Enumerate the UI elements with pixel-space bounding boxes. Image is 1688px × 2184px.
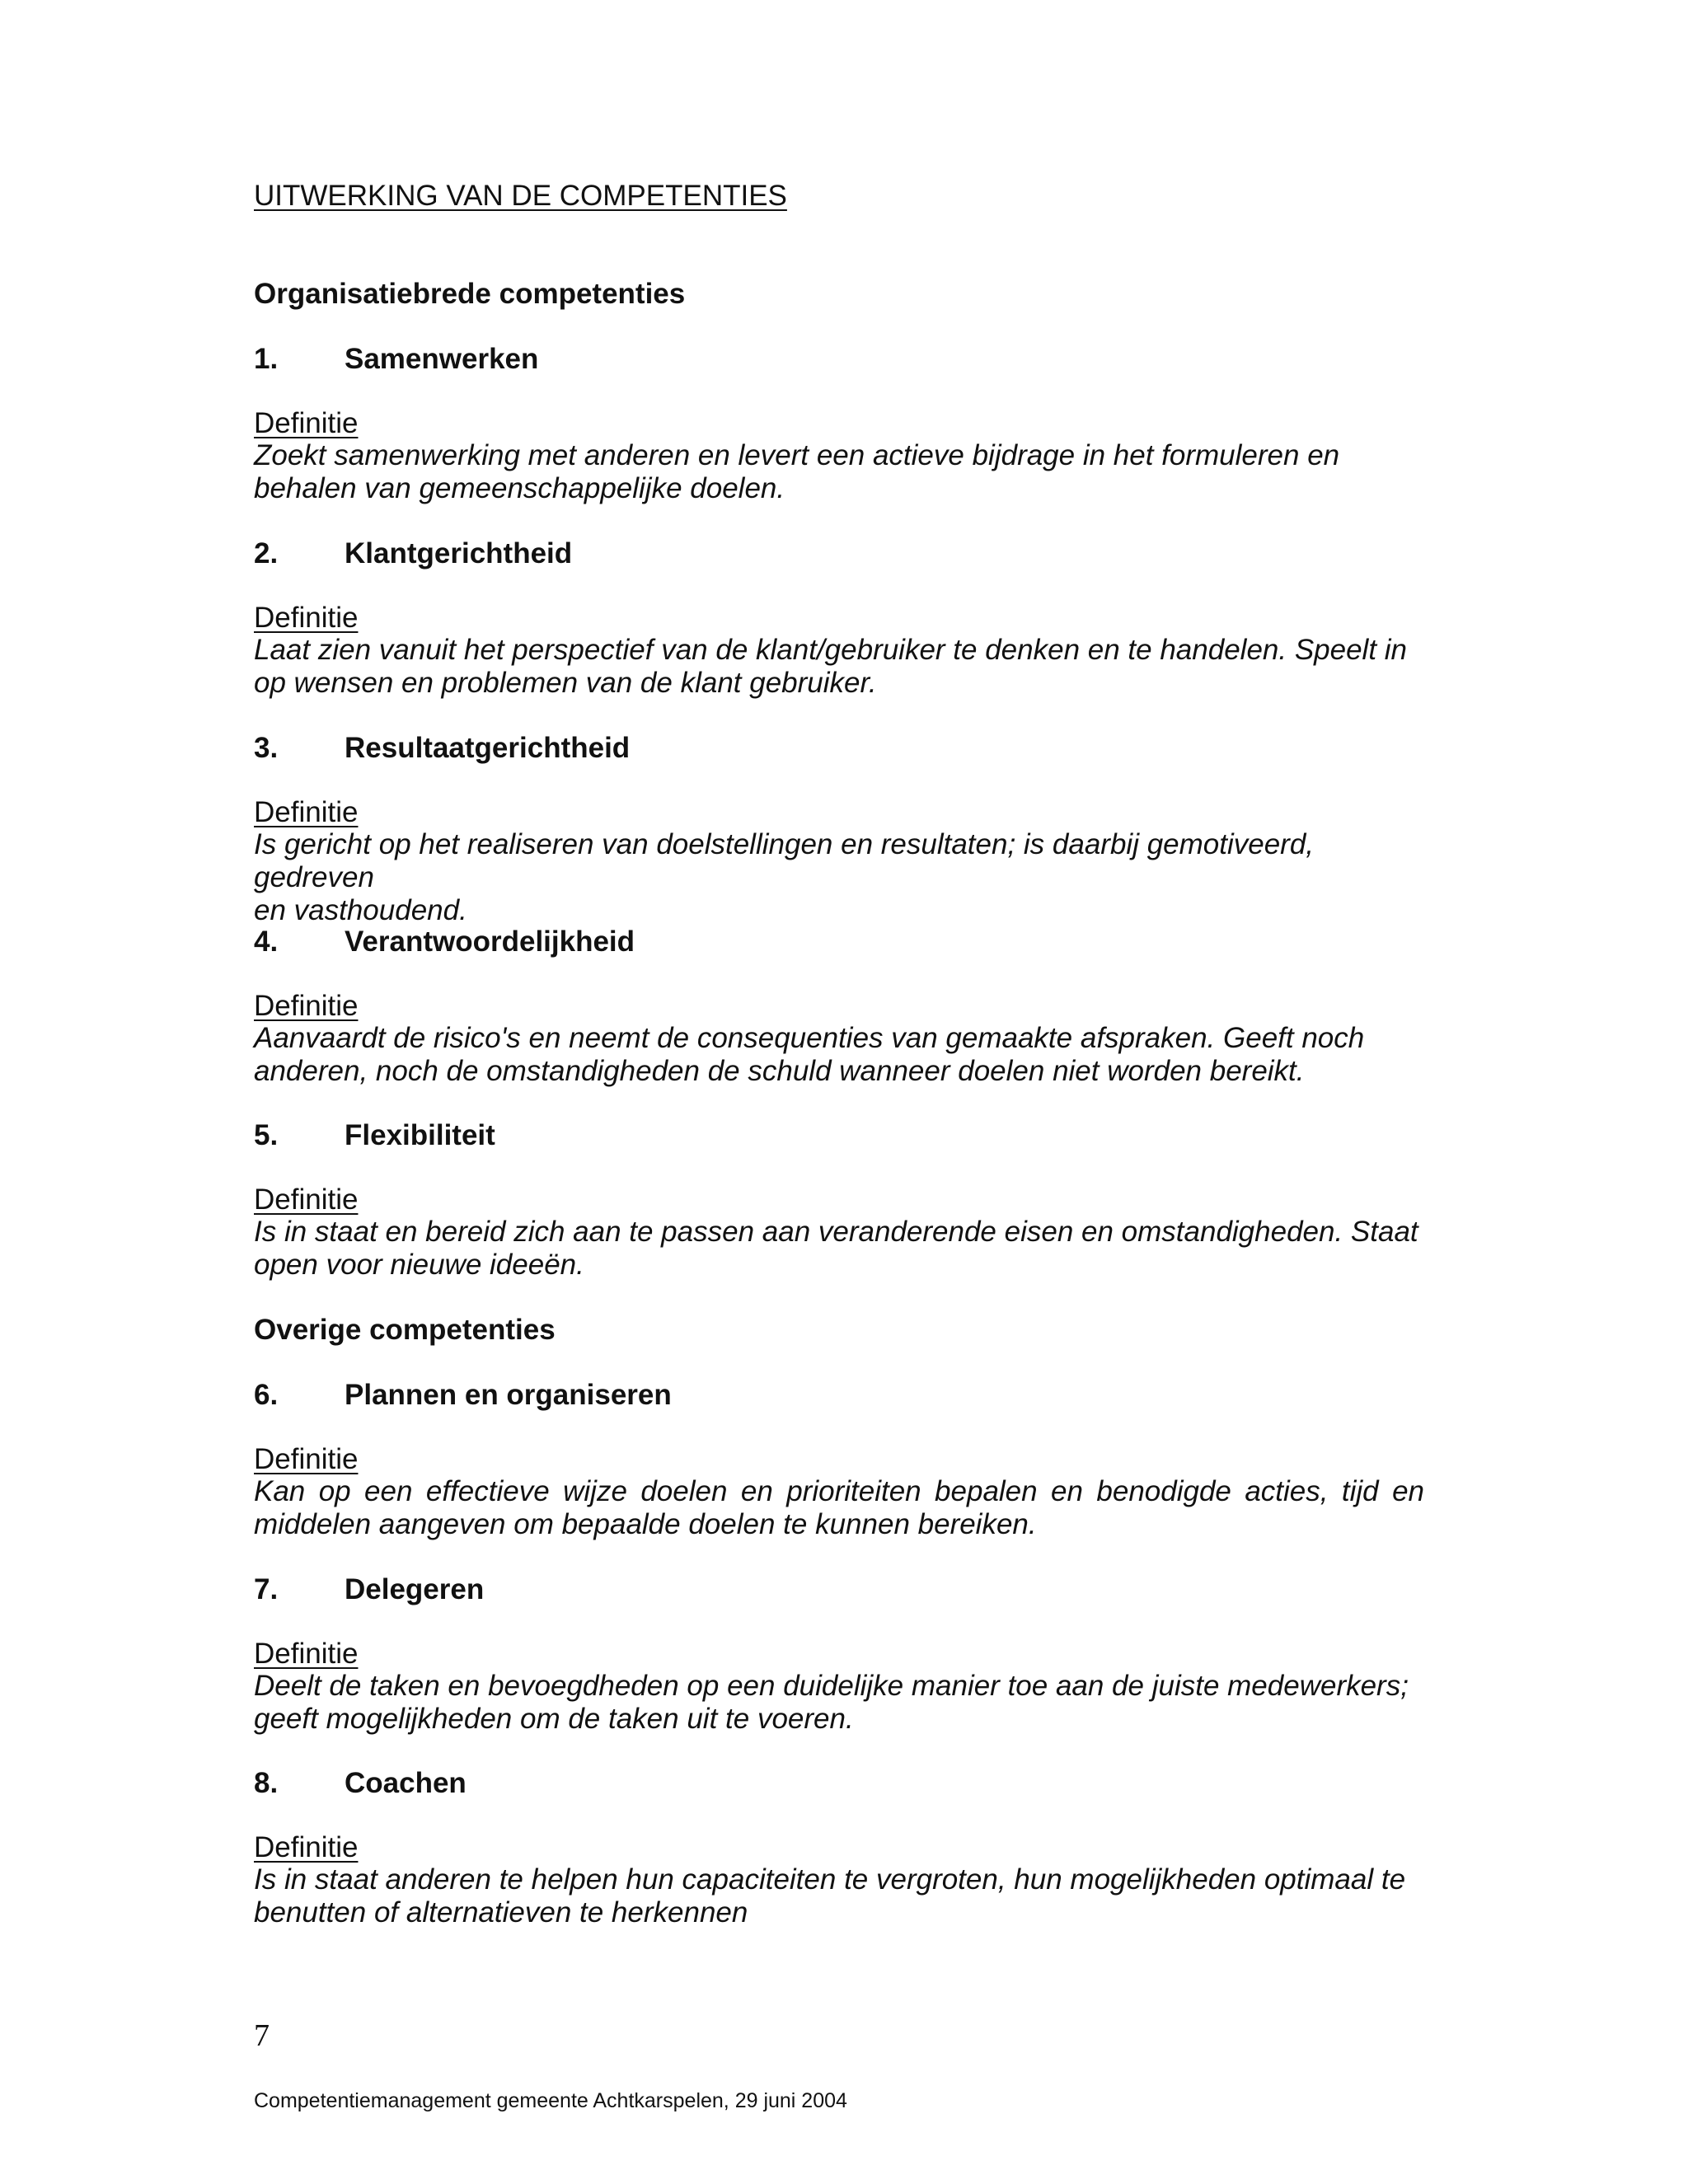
- definition-label: Definitie: [254, 1443, 359, 1475]
- definition-line: geeft mogelijkheden om de taken uit te voeren.: [254, 1703, 854, 1735]
- definition-label: Definitie: [254, 990, 359, 1022]
- definition-line: anderen, noch de omstandigheden de schuld wanneer doelen niet worden bereikt.: [254, 1055, 1305, 1087]
- definition-line: Kan op een effectieve wijze doelen en prioriteiten bepalen en benodigde acties, tijd en: [254, 1475, 1424, 1507]
- definition-line: en vasthoudend.: [254, 894, 467, 926]
- competency-name: Coachen: [345, 1767, 467, 1799]
- definition-text-samenwerken: [254, 439, 1424, 505]
- group-heading-organisatiebreed: Organisatiebrede competenties: [254, 278, 686, 310]
- competency-number: 6.: [254, 1379, 279, 1411]
- competency-heading-flexibiliteit: [254, 1119, 495, 1152]
- competency-number: 4.: [254, 926, 279, 958]
- definition-label: Definitie: [254, 1831, 359, 1863]
- definition-text-klantgerichtheid: [254, 634, 1424, 700]
- competency-name: Resultaatgerichtheid: [345, 732, 631, 764]
- competency-heading-plannen-en-organiseren: [254, 1379, 672, 1412]
- page-number: 7: [254, 2018, 270, 2053]
- definition-label: Definitie: [254, 1183, 359, 1216]
- definition-line: Aanvaardt de risico's en neemt de consequenties van gemaakte afspraken. Geeft noch: [254, 1022, 1365, 1054]
- competency-name: Samenwerken: [345, 343, 539, 375]
- competency-heading-coachen: [254, 1767, 467, 1800]
- group-heading-overige: Overige competenties: [254, 1314, 556, 1346]
- definition-line: op wensen en problemen van de klant gebruiker.: [254, 667, 877, 699]
- definition-text-coachen: [254, 1863, 1424, 1929]
- definition-label: Definitie: [254, 602, 359, 634]
- competency-name: Plannen en organiseren: [345, 1379, 672, 1411]
- definition-text-delegeren: [254, 1670, 1424, 1736]
- competency-heading-resultaatgerichtheid: [254, 732, 630, 765]
- definition-text-flexibiliteit: [254, 1216, 1424, 1282]
- definition-line: behalen van gemeenschappelijke doelen.: [254, 472, 785, 504]
- definition-text-verantwoordelijkheid: [254, 1022, 1424, 1088]
- document-title: UITWERKING VAN DE COMPETENTIES: [254, 180, 787, 212]
- competency-name: Verantwoordelijkheid: [345, 926, 635, 958]
- definition-label: Definitie: [254, 407, 359, 439]
- competency-name: Delegeren: [345, 1573, 485, 1605]
- definition-line: benutten of alternatieven te herkennen: [254, 1896, 748, 1929]
- definition-line: Laat zien vanuit het perspectief van de klant/gebruiker te denken en te handelen. Speelt in: [254, 634, 1408, 666]
- definition-line: middelen aangeven om bepaalde doelen te kunnen bereiken.: [254, 1508, 1037, 1540]
- definition-label: Definitie: [254, 796, 359, 828]
- definition-line: Is in staat en bereid zich aan te passen aan veranderende eisen en omstandigheden. Staat: [254, 1216, 1418, 1248]
- competency-heading-verantwoordelijkheid: [254, 926, 635, 958]
- competency-heading-samenwerken: [254, 343, 538, 376]
- definition-label: Definitie: [254, 1638, 359, 1670]
- competency-number: 5.: [254, 1119, 279, 1151]
- page-footer: Competentiemanagement gemeente Achtkarspelen, 29 juni 2004: [254, 2089, 847, 2112]
- definition-line: Is gericht op het realiseren van doelstellingen en resultaten; is daarbij gemotiveerd, gedreven: [254, 828, 1315, 893]
- competency-number: 8.: [254, 1767, 279, 1799]
- definition-line: Deelt de taken en bevoegdheden op een duidelijke manier toe aan de juiste medewerkers;: [254, 1670, 1409, 1702]
- competency-heading-delegeren: [254, 1573, 484, 1606]
- competency-number: 3.: [254, 732, 279, 764]
- definition-line: Is in staat anderen te helpen hun capaciteiten te vergroten, hun mogelijkheden optimaal te: [254, 1863, 1406, 1896]
- definition-text-plannen-en-organiseren: [254, 1475, 1424, 1541]
- competency-name: Klantgerichtheid: [345, 537, 573, 569]
- competency-number: 7.: [254, 1573, 279, 1605]
- document-page: [254, 0, 1424, 2184]
- definition-line: open voor nieuwe ideeën.: [254, 1249, 584, 1281]
- competency-number: 1.: [254, 343, 279, 375]
- definition-text-resultaatgerichtheid: [254, 828, 1424, 927]
- competency-heading-klantgerichtheid: [254, 537, 572, 570]
- competency-name: Flexibiliteit: [345, 1119, 495, 1151]
- definition-line: Zoekt samenwerking met anderen en levert een actieve bijdrage in het formuleren en: [254, 439, 1340, 471]
- competency-number: 2.: [254, 537, 279, 569]
